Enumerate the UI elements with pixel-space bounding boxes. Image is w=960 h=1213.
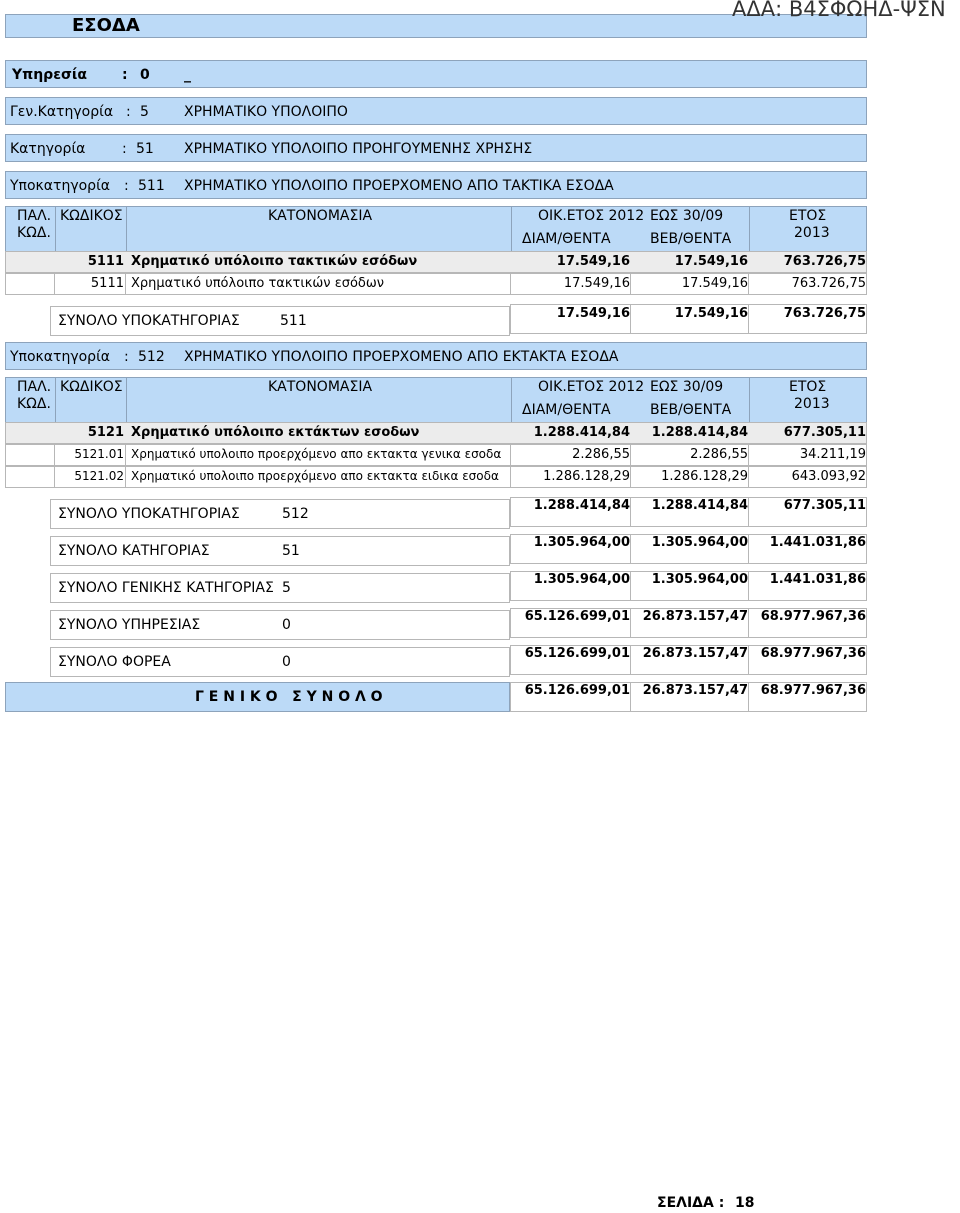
row-code: 5121.02 [74, 469, 124, 483]
column-name: ΚΑΤΟΝΟΜΑΣΙΑ [268, 208, 373, 224]
total-veb: 1.305.964,00 [651, 535, 748, 550]
column-year-label: ΕΤΟΣ [789, 208, 827, 224]
general-category-band [5, 97, 867, 125]
grand-total-label: Γ Ε Ν Ι Κ Ο Σ Υ Ν Ο Λ Ο [195, 689, 383, 705]
general-category-label: Γεν.Κατηγορία [10, 104, 114, 120]
subcategory-511-name: ΧΡΗΜΑΤΙΚΟ ΥΠΟΛΟΙΠΟ ΠΡΟΕΡΧΟΜΕΝΟ ΑΠΟ ΤΑΚΤΙΚΑ ΕΣΟΔΑ [184, 178, 614, 194]
subtotal-label: ΣΥΝΟΛΟ ΥΠΟΚΑΤΗΓΟΡΙΑΣ [58, 313, 240, 329]
subcategory-511-sep: : [124, 178, 129, 194]
subcategory-512-code: 512 [138, 349, 165, 365]
category-code: 51 [136, 141, 154, 157]
column-year: 2013 [794, 396, 830, 412]
total-year: 68.977.967,36 [760, 646, 866, 661]
total-diam: 1.288.414,84 [533, 498, 630, 513]
column-until: ΕΩΣ 30/09 [650, 379, 724, 395]
total-diam: 1.305.964,00 [533, 572, 630, 587]
total-code: 0 [282, 654, 291, 670]
service-code: 0 [140, 67, 150, 83]
total-code: 51 [282, 543, 300, 559]
row-code: 5121.01 [74, 447, 124, 461]
column-pal: ΠΑΛ. [17, 208, 52, 224]
column-header [5, 206, 867, 252]
total-code: 5 [282, 580, 291, 596]
column-veb: ΒΕΒ/ΘΕΝΤΑ [650, 231, 732, 247]
service-band [5, 60, 867, 88]
total-year: 68.977.967,36 [760, 609, 866, 624]
row-veb: 17.549,16 [681, 276, 748, 291]
grand-total-diam: 65.126.699,01 [524, 683, 630, 698]
row-name: Χρηματικό υπόλοιπο εκτάκτων εσοδων [131, 425, 420, 440]
grand-total-year: 68.977.967,36 [760, 683, 866, 698]
subcategory-511-label: Υποκατηγορία [10, 178, 111, 194]
row-code: 5111 [90, 276, 124, 291]
row-diam: 17.549,16 [563, 276, 630, 291]
total-diam: 65.126.699,01 [524, 646, 630, 661]
total-code: 512 [282, 506, 309, 522]
total-diam: 65.126.699,01 [524, 609, 630, 624]
total-veb: 1.305.964,00 [651, 572, 748, 587]
total-veb: 26.873.157,47 [642, 646, 748, 661]
row-diam: 17.549,16 [556, 254, 630, 269]
column-diam: ΔΙΑΜ/ΘΕΝΤΑ [522, 402, 611, 418]
row-veb: 2.286,55 [690, 447, 748, 462]
total-code: 0 [282, 617, 291, 633]
row-veb: 17.549,16 [674, 254, 748, 269]
row-year: 763.726,75 [783, 254, 866, 269]
total-year: 677.305,11 [783, 498, 866, 513]
total-label: ΣΥΝΟΛΟ ΚΑΤΗΓΟΡΙΑΣ [58, 543, 210, 559]
subcategory-512-label: Υποκατηγορία [10, 349, 111, 365]
subcategory-511-code: 511 [138, 178, 165, 194]
service-sep: : [122, 67, 128, 83]
subtotal-veb: 17.549,16 [674, 306, 748, 321]
row-name: Χρηματικό υπόλοιπο τακτικών εσόδων [131, 276, 385, 291]
column-code: ΚΩΔΙΚΟΣ [60, 208, 123, 224]
column-name: ΚΑΤΟΝΟΜΑΣΙΑ [268, 379, 373, 395]
ada-stamp: ΑΔΑ: Β4ΣΦΩΗΔ-ΨΣΝ [732, 0, 946, 21]
total-year: 1.441.031,86 [769, 572, 866, 587]
column-oik: ΟΙΚ.ΕΤΟΣ 2012 [538, 379, 645, 395]
category-label: Κατηγορία [10, 141, 86, 157]
row-name: Χρηματικό υπολοιπο προερχόμενο απο εκτακτα ειδικα εσοδα [131, 469, 499, 483]
general-category-code: 5 [140, 104, 149, 120]
row-diam: 2.286,55 [572, 447, 630, 462]
page-label: ΣΕΛΙΔΑ : [657, 1195, 725, 1211]
column-kod: ΚΩΔ. [17, 396, 51, 412]
column-header [5, 377, 867, 423]
row-diam: 1.288.414,84 [533, 425, 630, 440]
total-veb: 26.873.157,47 [642, 609, 748, 624]
subcategory-512-name: ΧΡΗΜΑΤΙΚΟ ΥΠΟΛΟΙΠΟ ΠΡΟΕΡΧΟΜΕΝΟ ΑΠΟ ΕΚΤΑΚΤΑ ΕΣΟΔΑ [184, 349, 619, 365]
total-veb: 1.288.414,84 [651, 498, 748, 513]
row-diam: 1.286.128,29 [543, 469, 630, 484]
grand-total-veb: 26.873.157,47 [642, 683, 748, 698]
doc-title: ΕΣΟΔΑ [72, 15, 140, 36]
subtotal-code: 511 [280, 313, 307, 329]
row-year: 643.093,92 [791, 469, 866, 484]
row-year: 34.211,19 [799, 447, 866, 462]
subtotal-year: 763.726,75 [783, 306, 866, 321]
row-name: Χρηματικό υπόλοιπο τακτικών εσόδων [131, 254, 418, 269]
column-oik: ΟΙΚ.ΕΤΟΣ 2012 [538, 208, 645, 224]
subtotal-diam: 17.549,16 [556, 306, 630, 321]
total-label: ΣΥΝΟΛΟ ΦΟΡΕΑ [58, 654, 171, 670]
row-code: 5111 [87, 254, 124, 269]
general-category-sep: : [126, 104, 131, 120]
column-code: ΚΩΔΙΚΟΣ [60, 379, 123, 395]
page-number: 18 [735, 1195, 755, 1211]
row-code: 5121 [87, 425, 124, 440]
row-year: 677.305,11 [783, 425, 866, 440]
total-diam: 1.305.964,00 [533, 535, 630, 550]
column-veb: ΒΕΒ/ΘΕΝΤΑ [650, 402, 732, 418]
column-pal: ΠΑΛ. [17, 379, 52, 395]
total-year: 1.441.031,86 [769, 535, 866, 550]
total-label: ΣΥΝΟΛΟ ΓΕΝΙΚΗΣ ΚΑΤΗΓΟΡΙΑΣ [58, 580, 274, 596]
service-name: _ [184, 67, 191, 83]
total-label: ΣΥΝΟΛΟ ΥΠΗΡΕΣΙΑΣ [58, 617, 201, 633]
row-name: Χρηματικό υπολοιπο προερχόμενο απο εκτακτα γενικα εσοδα [131, 447, 502, 461]
row-veb: 1.288.414,84 [651, 425, 748, 440]
column-kod: ΚΩΔ. [17, 225, 51, 241]
category-name: ΧΡΗΜΑΤΙΚΟ ΥΠΟΛΟΙΠΟ ΠΡΟΗΓΟΥΜΕΝΗΣ ΧΡΗΣΗΣ [184, 141, 533, 157]
subcategory-512-sep: : [124, 349, 129, 365]
column-year-label: ΕΤΟΣ [789, 379, 827, 395]
row-veb: 1.286.128,29 [661, 469, 748, 484]
column-diam: ΔΙΑΜ/ΘΕΝΤΑ [522, 231, 611, 247]
column-until: ΕΩΣ 30/09 [650, 208, 724, 224]
column-year: 2013 [794, 225, 830, 241]
general-category-name: ΧΡΗΜΑΤΙΚΟ ΥΠΟΛΟΙΠΟ [184, 104, 348, 120]
row-year: 763.726,75 [791, 276, 866, 291]
service-label: Υπηρεσία [12, 67, 87, 83]
total-label: ΣΥΝΟΛΟ ΥΠΟΚΑΤΗΓΟΡΙΑΣ [58, 506, 240, 522]
category-sep: : [122, 141, 127, 157]
